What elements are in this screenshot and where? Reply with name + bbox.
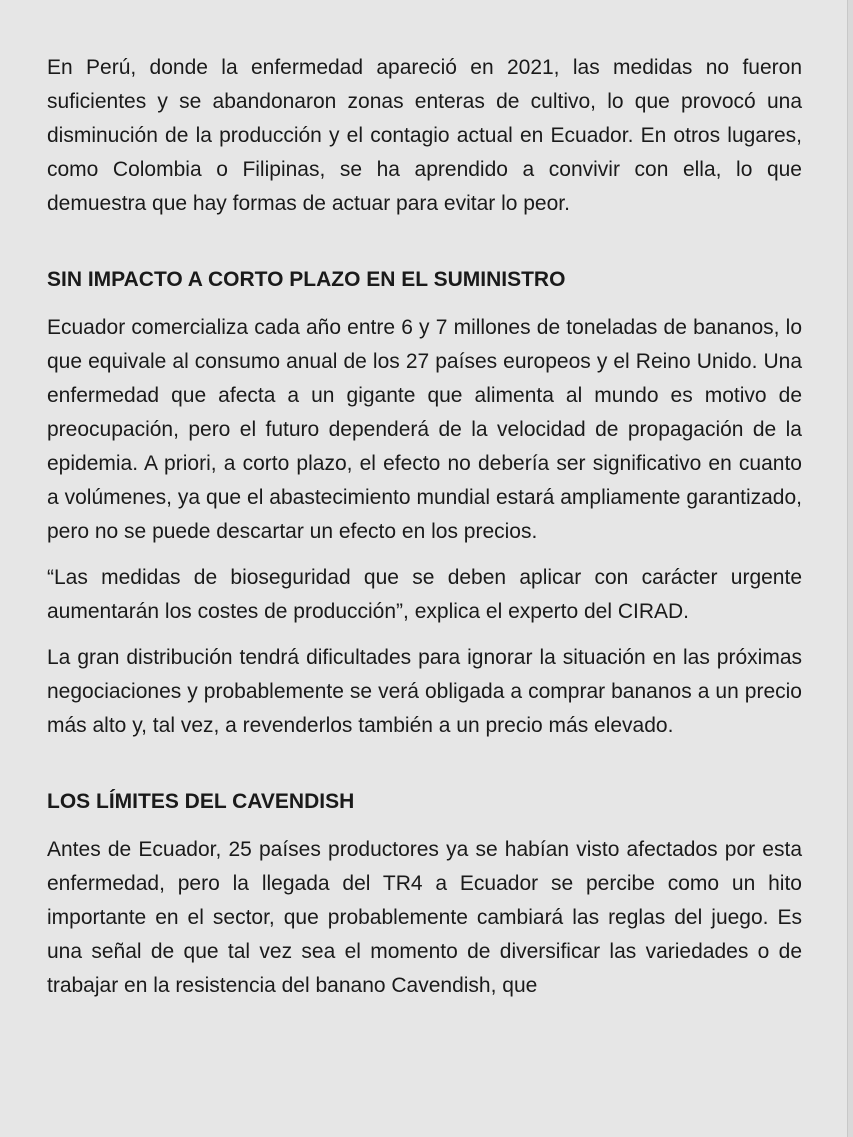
intro-paragraph: En Perú, donde la enfermedad apareció en 2021, las medidas no fueron suficientes y se abandonaron zonas enteras de cultivo, lo que provocó una disminución de la producción y el contagio actual en Ecuador. En otros lugares, como Colombia o Filipinas, se ha aprendido a convivir con ella, lo que demuestra que hay formas de actuar para evitar lo peor.: [47, 56, 802, 215]
paragraph-biosecurity-quote: “Las medidas de bioseguridad que se deben aplicar con carácter urgente aumentarán los costes de producción”, explica el experto del CIRAD.: [47, 566, 802, 623]
section-heading-short-term-impact: SIN IMPACTO A CORTO PLAZO EN EL SUMINISTRO: [47, 268, 566, 291]
paragraph-ecuador-trade: Ecuador comercializa cada año entre 6 y 7 millones de toneladas de bananos, lo que equivale al consumo anual de los 27 países europeos y el Reino Unido. Una enfermedad que afecta a un gigante que alimenta al mundo es motivo de preocupación, pero el futuro dependerá de la velocidad de propagación de la epidemia. A priori, a corto plazo, el efecto no debería ser significativo en cuanto a volúmenes, ya que el abastecimiento mundial estará ampliamente garantizado, pero no se puede descartar un efecto en los precios.: [47, 316, 802, 543]
paragraph-distribution: La gran distribución tendrá dificultades para ignorar la situación en las próximas negociaciones y probablemente se verá obligada a comprar bananos a un precio más alto y, tal vez, a revenderlos también a un precio más elevado.: [47, 646, 802, 737]
document-body: [47, 51, 802, 1015]
paragraph-cavendish: Antes de Ecuador, 25 países productores ya se habían visto afectados por esta enfermedad, pero la llegada del TR4 a Ecuador se percibe como un hito importante en el sector, que probablemente cambiará las reglas del juego. Es una señal de que tal vez sea el momento de diversificar las variedades o de trabajar en la resistencia del banano Cavendish, que: [47, 838, 802, 997]
section-heading-cavendish-limits: LOS LÍMITES DEL CAVENDISH: [47, 790, 355, 813]
